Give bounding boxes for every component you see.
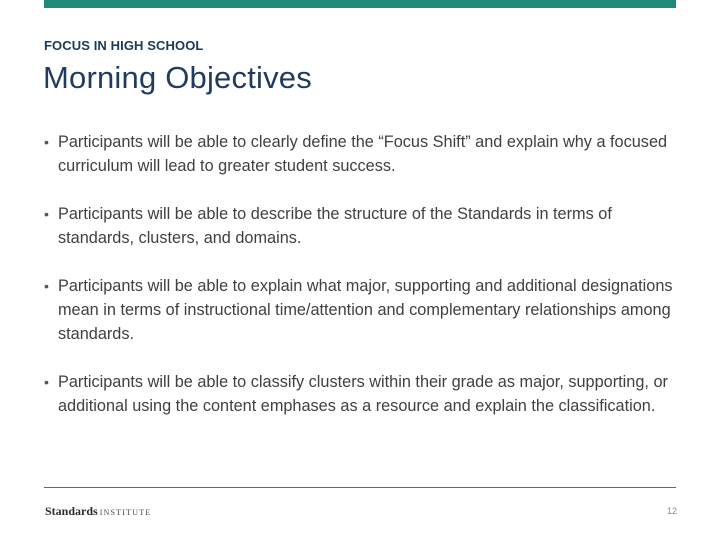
standards-institute-logo	[45, 504, 151, 519]
bullet-icon: •	[44, 374, 49, 390]
slide-kicker: FOCUS IN HIGH SCHOOL	[44, 38, 204, 53]
bullet-icon: •	[44, 206, 49, 222]
bullet-text: Participants will be able to classify clusters within their grade as major, supporting, or additional using the content emphases as a resource and explain the classification.	[58, 373, 668, 415]
bullet-text: Participants will be able to describe the structure of the Standards in terms of standards, clusters, and domains.	[58, 205, 612, 247]
bullet-text: Participants will be able to explain what major, supporting and additional designations mean in terms of instructional time/attention and complementary relationships among standards.	[58, 277, 673, 343]
list-item	[44, 130, 684, 178]
list-item	[44, 274, 684, 346]
page-number: 12	[666, 506, 677, 516]
list-item	[44, 370, 684, 418]
bullet-icon: •	[44, 134, 49, 150]
bullet-text: Participants will be able to clearly define the “Focus Shift” and explain why a focused curriculum will lead to greater student success.	[58, 133, 668, 175]
logo-wordmark-light: INSTITUTE	[99, 508, 152, 517]
objectives-list	[44, 130, 684, 418]
bullet-icon: •	[44, 278, 49, 294]
list-item	[44, 202, 684, 250]
top-accent-bar	[44, 0, 676, 8]
slide-title: Morning Objectives	[43, 60, 312, 95]
footer-divider	[44, 487, 676, 488]
logo-wordmark-bold: Standards	[45, 504, 98, 518]
